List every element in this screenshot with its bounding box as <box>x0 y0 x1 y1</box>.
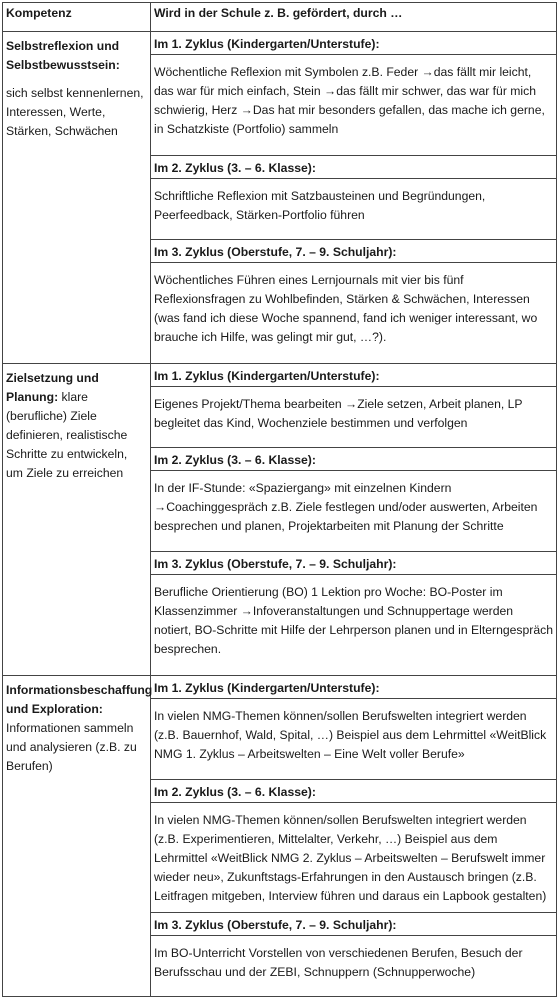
competency-title: Informationsbeschaffung und Exploration: <box>6 683 153 716</box>
cycle-heading: Im 2. Zyklus (3. – 6. Klasse): <box>151 780 557 803</box>
cycle-heading: Im 2. Zyklus (3. – 6. Klasse): <box>151 156 557 179</box>
competency-description: sich selbst kennenlernen, Interessen, Werte, Stärken, Schwächen <box>6 86 144 138</box>
cycle-text: Eigenes Projekt/Thema bearbeiten →Ziele setzen, Arbeit planen, LP begleitet das Kind, Wochenziele bestimmen und verfolgen <box>151 387 557 448</box>
cycle-text: Wöchentliches Führen eines Lernjournals mit vier bis fünf Reflexionsfragen zu Wohlbefinden, Stärken & Schwächen, Interessen (was fand ich diese Woche spannend, fand ich weniger interessant, wo brauche ich Hilfe, was gelingt mir gut, …?). <box>151 263 557 364</box>
table-row <box>3 364 557 387</box>
cycle-text: In vielen NMG-Themen können/sollen Berufswelten integriert werden (z.B. Experimentieren, Mittelalter, Verkehr, …) Beispiel aus dem Lehrmittel «WeitBlick NMG 2. Zyklus – Arbeitswelten – Berufswelt immer wieder neu», Zukunftstags-Erfahrungen in den Austausch bringen (z.B. Leitfragen mitgeben, Interview führen und daraus ein Lapbook gestalten) <box>151 803 557 913</box>
cycle-heading: Im 1. Zyklus (Kindergarten/Unterstufe): <box>151 364 557 387</box>
competency-cell <box>3 676 151 997</box>
cycle-heading: Im 3. Zyklus (Oberstufe, 7. – 9. Schuljahr): <box>151 552 557 575</box>
table-row <box>3 32 557 55</box>
cycle-text: In der IF-Stunde: «Spaziergang» mit einzelnen Kindern →Coachinggespräch z.B. Ziele festlegen und/oder auswerten, Arbeiten besprechen und planen, Projektarbeiten mit Planung der Schritte <box>151 471 557 552</box>
cycle-text: Schriftliche Reflexion mit Satzbausteinen und Begründungen, Peerfeedback, Stärken-Portfolio führen <box>151 179 557 240</box>
competency-title: Zielsetzung und Planung: <box>6 371 99 404</box>
competency-title: Selbstreflexion und Selbstbewusstsein: <box>6 39 120 72</box>
cycle-heading: Im 3. Zyklus (Oberstufe, 7. – 9. Schuljahr): <box>151 240 557 263</box>
competency-description: Informationen sammeln und analysieren (z.B. zu Berufen) <box>6 721 137 773</box>
table-row <box>3 676 557 699</box>
cycle-text: Im BO-Unterricht Vorstellen von verschiedenen Berufen, Besuch der Berufsschau und der ZEBI, Schnuppern (Schnupperwoche) <box>151 936 557 997</box>
cycle-text: Wöchentliche Reflexion mit Symbolen z.B. Feder →das fällt mir leicht, das war für mich einfach, Stein →das fällt mir schwer, das war für mich schwierig, Herz →Das hat mir besonders gefallen, das mache ich gerne, in Schatzkiste (Portfolio) sammeln <box>151 55 557 156</box>
competency-description: klare (berufliche) Ziele definieren, realistische Schritte zu entwickeln, um Ziele zu erreichen <box>6 390 128 480</box>
header-kompetenz: Kompetenz <box>3 3 151 32</box>
header-foerderung: Wird in der Schule z. B. gefördert, durch … <box>151 3 557 32</box>
cycle-text: Berufliche Orientierung (BO) 1 Lektion pro Woche: BO-Poster im Klassenzimmer →Infoveranstaltungen und Schnuppertage werden notiert, BO-Schritte mit Hilfe der Lehrperson planen und in Elterngespräch besprechen. <box>151 575 557 676</box>
cycle-heading: Im 1. Zyklus (Kindergarten/Unterstufe): <box>151 676 557 699</box>
competency-cell <box>3 364 151 676</box>
cycle-heading: Im 3. Zyklus (Oberstufe, 7. – 9. Schuljahr): <box>151 913 557 936</box>
cycle-heading: Im 1. Zyklus (Kindergarten/Unterstufe): <box>151 32 557 55</box>
cycle-text: In vielen NMG-Themen können/sollen Berufswelten integriert werden (z.B. Bauernhof, Wald, Spital, …) Beispiel aus dem Lehrmittel «WeitBlick NMG 1. Zyklus – Arbeitswelten – Eine Welt voller Berufe» <box>151 699 557 780</box>
competency-cell <box>3 32 151 364</box>
competency-table <box>2 2 557 997</box>
cycle-heading: Im 2. Zyklus (3. – 6. Klasse): <box>151 448 557 471</box>
table-header-row <box>3 3 557 32</box>
